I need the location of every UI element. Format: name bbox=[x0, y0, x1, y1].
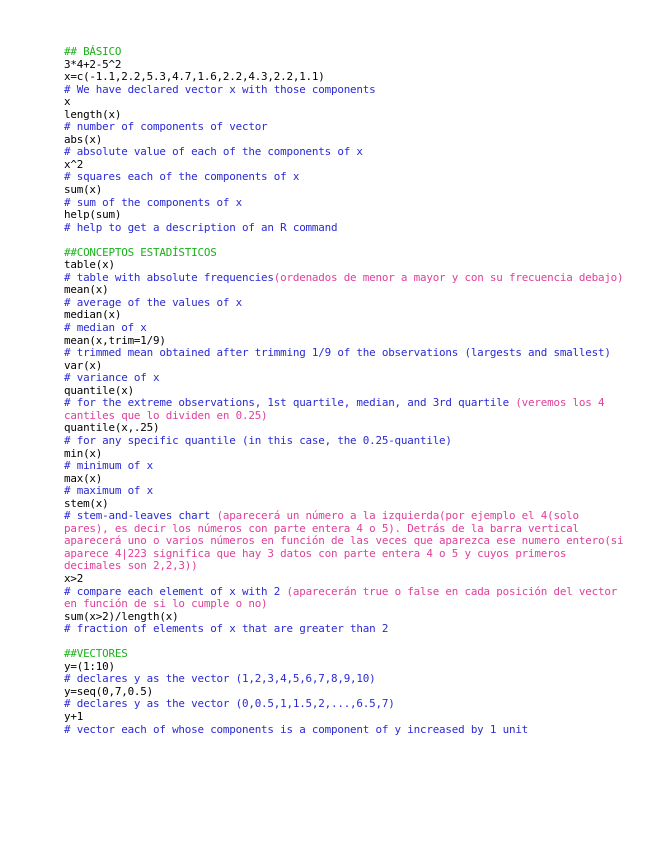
section-heading: ## BÁSICO bbox=[64, 45, 122, 58]
code-text: x^2 bbox=[64, 157, 84, 171]
code-text: x>2 bbox=[64, 571, 84, 585]
script-line bbox=[64, 272, 624, 285]
script-line bbox=[64, 698, 624, 711]
code-text: median(x) bbox=[64, 308, 122, 322]
comment-text: # declares y as the vector (1,2,3,4,5,6,7,8,9,10) bbox=[64, 672, 376, 686]
code-text: help(sum) bbox=[64, 208, 122, 222]
code-text: length(x) bbox=[64, 107, 122, 121]
script-line bbox=[64, 222, 624, 235]
script-line bbox=[64, 460, 624, 473]
code-text: stem(x) bbox=[64, 496, 109, 510]
comment-text: # help to get a description of an R command bbox=[64, 220, 338, 234]
code-text: y=(1:10) bbox=[64, 659, 115, 673]
comment-text: # average of the values of x bbox=[64, 295, 242, 309]
spanish-note-text: (veremos los 4 cantiles que lo dividen en 0.25) bbox=[64, 396, 611, 422]
script-line bbox=[64, 347, 624, 360]
comment-text: # median of x bbox=[64, 321, 147, 335]
section-heading: ##VECTORES bbox=[64, 647, 128, 661]
code-text: min(x) bbox=[64, 446, 103, 460]
comment-text: # variance of x bbox=[64, 371, 160, 385]
comment-text: # table with absolute frequencies bbox=[64, 270, 274, 284]
script-line bbox=[64, 724, 624, 737]
script-line bbox=[64, 397, 624, 422]
script-line bbox=[64, 586, 624, 611]
spanish-note-text: (aparecerán true o false en cada posición del vector en función de si lo cumple o no) bbox=[64, 584, 624, 611]
script-line bbox=[64, 372, 624, 385]
script-line bbox=[64, 146, 624, 159]
code-text: quantile(x,.25) bbox=[64, 421, 160, 435]
comment-text: # vector each of whose components is a component of y increased by 1 unit bbox=[64, 722, 529, 736]
comment-text: # number of components of vector bbox=[64, 120, 268, 134]
spanish-note-text: (aparecerá un número a la izquierda(por ejemplo el 4(solo pares), es decir los números con parte entera 4 o 5). Detrás de la barra vertical aparecerá uno o varios números en función de las veces que aparezca ese numero entero(si aparece 4|223 significa que hay 3 datos con parte entera 4 o 5 y cuyos primeros decimales son 2,2,3)) bbox=[64, 509, 630, 573]
code-text: table(x) bbox=[64, 258, 115, 272]
code-text: x=c(-1.1,2.2,5.3,4.7,1.6,2.2,4.3,2.2,1.1) bbox=[64, 70, 325, 84]
comment-text: # squares each of the components of x bbox=[64, 170, 300, 184]
code-text: var(x) bbox=[64, 358, 103, 372]
code-text: sum(x>2)/length(x) bbox=[64, 609, 179, 623]
section-gap bbox=[64, 636, 624, 649]
code-text: mean(x,trim=1/9) bbox=[64, 333, 166, 347]
code-text: mean(x) bbox=[64, 283, 109, 297]
code-text: max(x) bbox=[64, 471, 103, 485]
code-text: abs(x) bbox=[64, 132, 103, 146]
script-line bbox=[64, 297, 624, 310]
section-gap bbox=[64, 234, 624, 247]
script-line bbox=[64, 84, 624, 97]
comment-text: # minimum of x bbox=[64, 459, 153, 473]
comment-text: # declares y as the vector (0,0.5,1,1.5,2,...,6.5,7) bbox=[64, 697, 395, 711]
comment-text: # trimmed mean obtained after trimming 1/9 of the observations (largests and smallest) bbox=[64, 346, 611, 360]
code-text: 3*4+2-5^2 bbox=[64, 57, 122, 71]
comment-text: # absolute value of each of the components of x bbox=[64, 145, 363, 159]
script-line bbox=[64, 435, 624, 448]
section-heading: ##CONCEPTOS ESTADÍSTICOS bbox=[64, 245, 217, 259]
script-line bbox=[64, 623, 624, 636]
script-line bbox=[64, 197, 624, 210]
comment-text: # for any specific quantile (in this case, the 0.25-quantile) bbox=[64, 433, 452, 447]
comment-text: # maximum of x bbox=[64, 484, 153, 498]
spanish-note-text: (ordenados de menor a mayor y con su frecuencia debajo) bbox=[273, 270, 624, 284]
code-text: sum(x) bbox=[64, 183, 103, 197]
script-line bbox=[64, 309, 624, 322]
script-line bbox=[64, 509, 630, 573]
comment-text: # We have declared vector x with those components bbox=[64, 82, 376, 96]
comment-text: # stem-and-leaves chart bbox=[64, 509, 217, 523]
script-line bbox=[64, 171, 624, 184]
comment-text: # fraction of elements of x that are greater than 2 bbox=[64, 622, 389, 636]
script-line bbox=[64, 485, 624, 498]
comment-text: # compare each element of x with 2 bbox=[64, 584, 287, 598]
r-script-document bbox=[64, 45, 630, 736]
code-text: quantile(x) bbox=[64, 383, 134, 397]
script-line bbox=[64, 96, 624, 109]
comment-text: # sum of the components of x bbox=[64, 195, 242, 209]
code-text: x bbox=[64, 95, 71, 109]
code-text: y+1 bbox=[64, 709, 84, 723]
comment-text: # for the extreme observations, 1st quartile, median, and 3rd quartile bbox=[64, 396, 516, 410]
script-line bbox=[64, 121, 624, 134]
code-text: y=seq(0,7,0.5) bbox=[64, 684, 153, 698]
